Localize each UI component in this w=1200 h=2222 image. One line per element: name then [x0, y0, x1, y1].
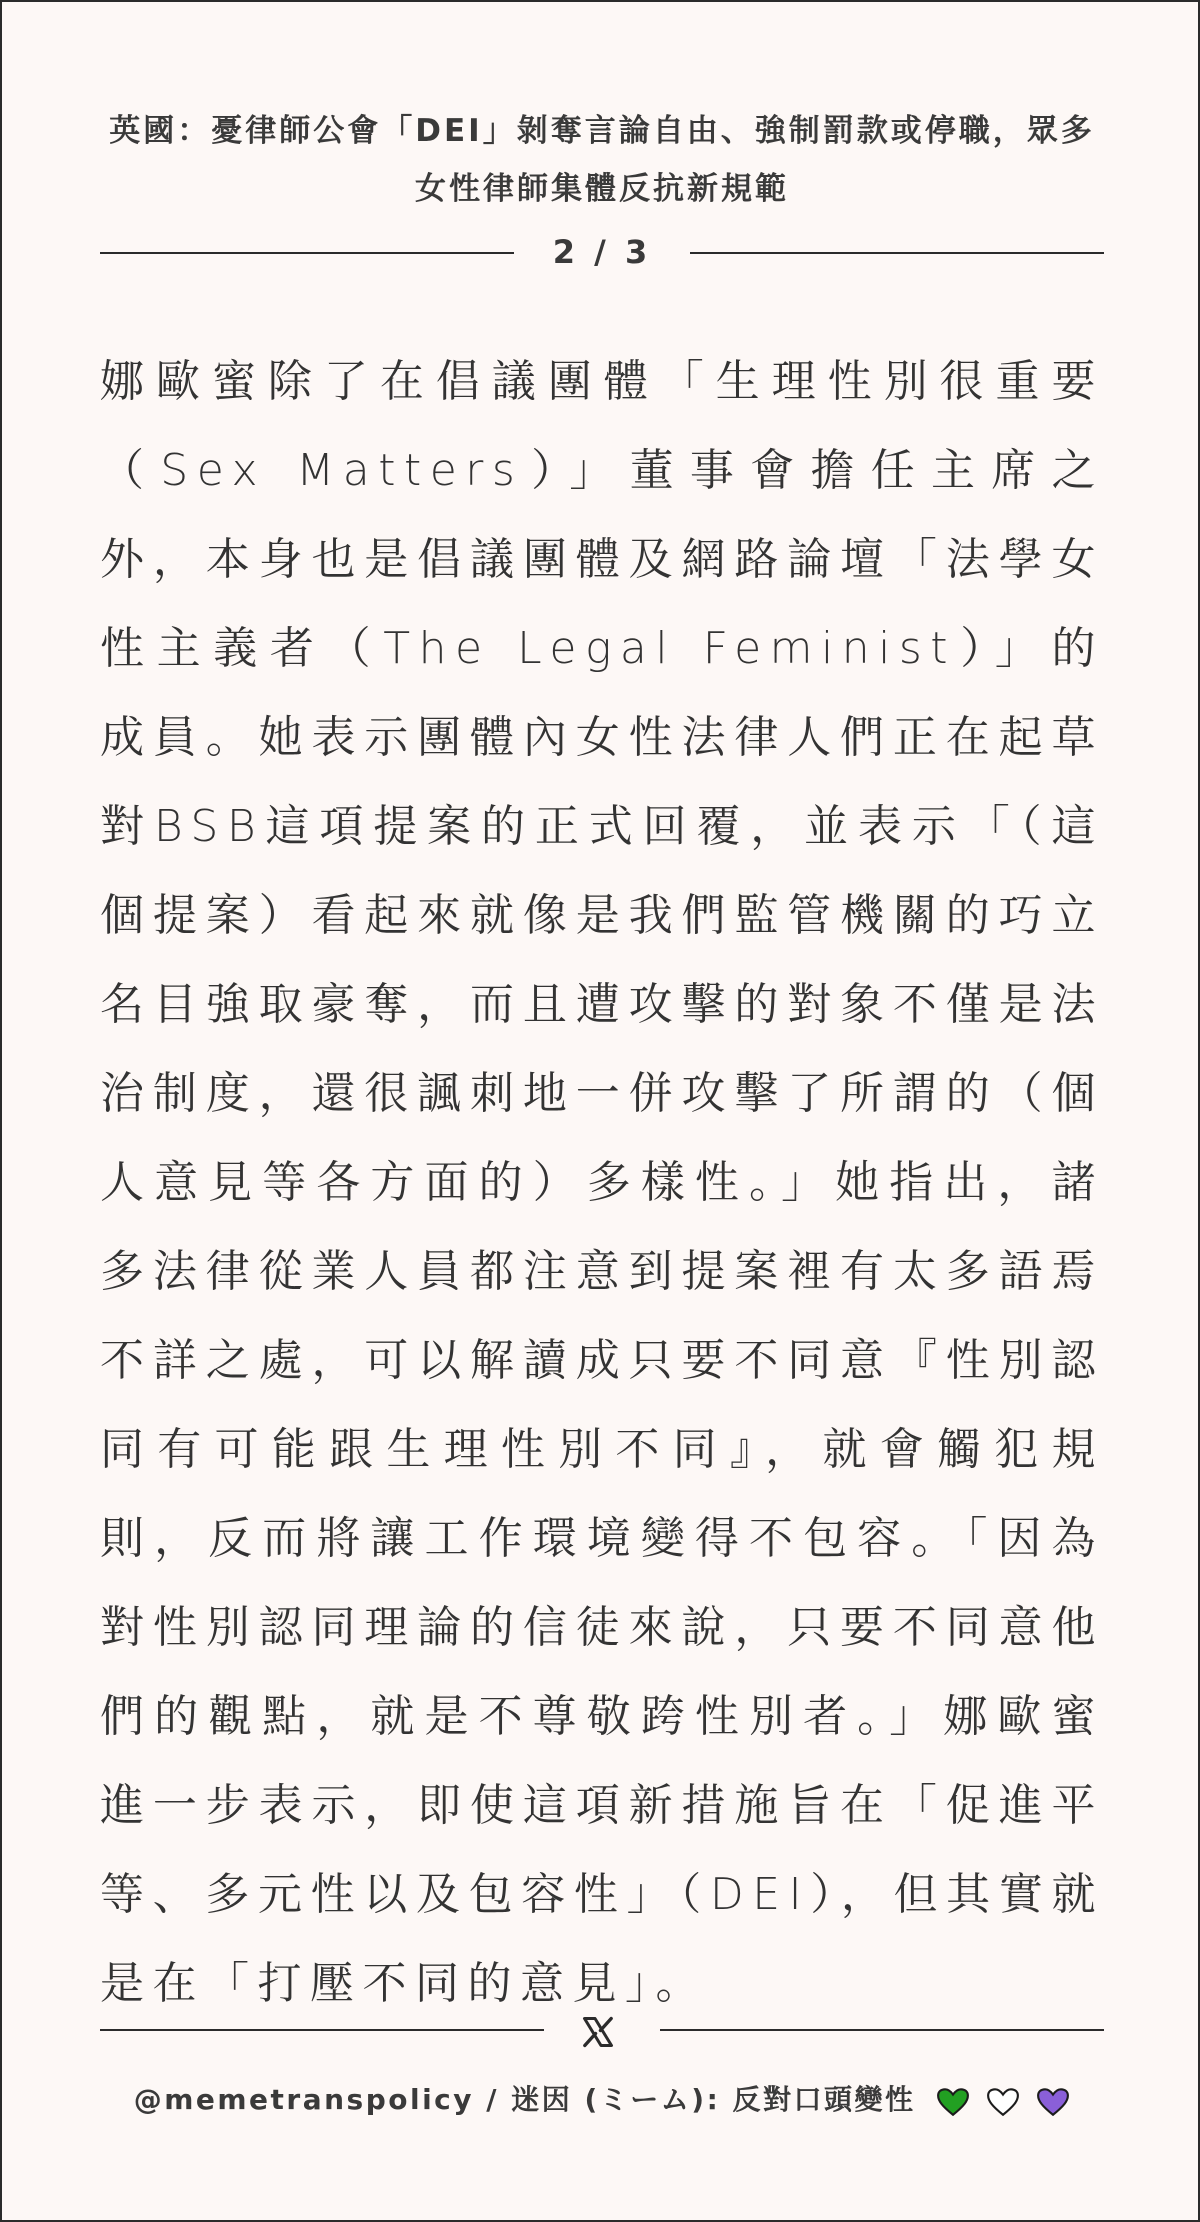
green-heart-icon [936, 2087, 970, 2117]
footer-divider-right [660, 2029, 1104, 2031]
header-divider-right [690, 252, 1104, 254]
page-indicator: 2 / 3 [552, 233, 652, 271]
white-heart-icon [986, 2087, 1020, 2117]
footer-divider-left [100, 2029, 544, 2031]
x-logo-icon [580, 2014, 616, 2050]
account-handle: @memetranspolicy / 迷因 (ミーム): 反對口頭變性 [133, 2083, 916, 2116]
page-title: 英國：憂律師公會「DEI」剝奪言論自由、強制罰款或停職，眾多女性律師集體反抗新規範 [109, 113, 1095, 207]
header-divider-left [100, 252, 514, 254]
heart-emojis [932, 2081, 1071, 2121]
article-body: 娜歐蜜除了在倡議團體「生理性別很重要（Sex Matters）」董事會擔任主席之外，本身也是倡議團體及網路論壇「法學女性主義者（The Legal Feminist）」的成員。她表示團體內女性法律人們正在起草對BSB這項提案的正式回覆，並表示「（這個提案）看起來就像是我們監管機關的巧立名目強取豪奪，而且遭攻擊的對象不僅是法治制度，還很諷刺地一併攻擊了所謂的（個人意見等各方面的）多樣性。」她指出，諸多法律從業人員都注意到提案裡有太多語焉不詳之處，可以解讀成只要不同意『性別認同有可能跟生理性別不同』，就會觸犯規則，反而將讓工作環境變得不包容。「因為對性別認同理論的信徒來說，只要不同意他們的觀點，就是不尊敬跨性別者。」娜歐蜜進一步表示，即使這項新措施旨在「促進平等、多元性以及包容性」（DEI），但其實就是在「打壓不同的意見」。 [100, 356, 1104, 2009]
footer-credit [62, 2080, 1142, 2121]
purple-heart-icon [1036, 2087, 1070, 2117]
